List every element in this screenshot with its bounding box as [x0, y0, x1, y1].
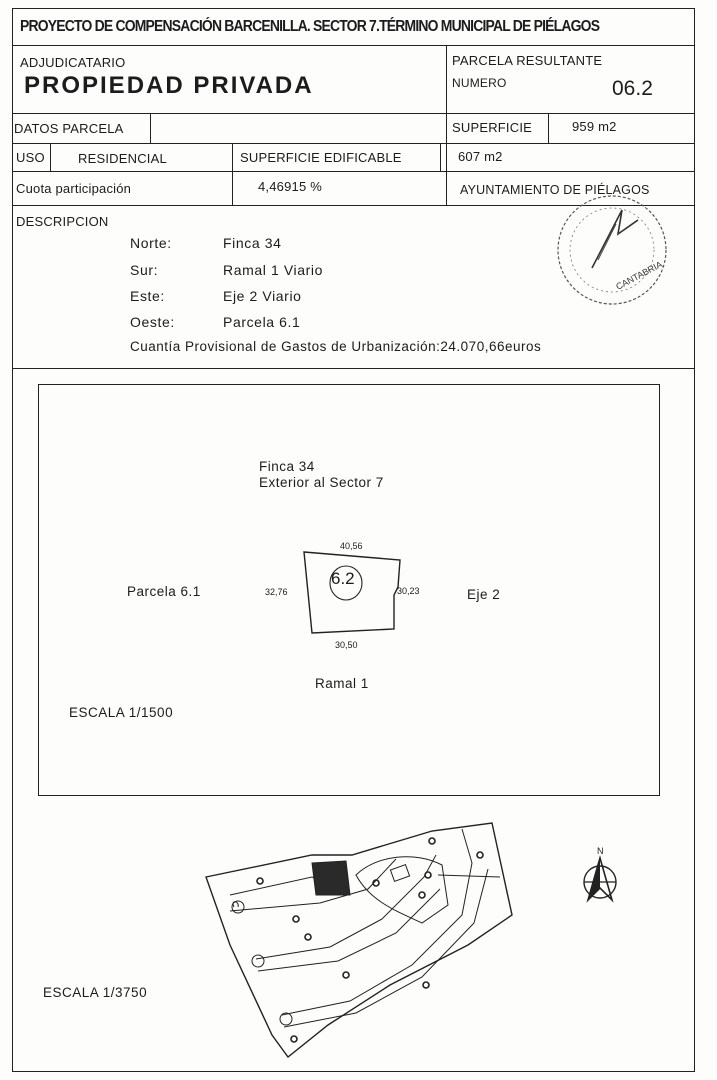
quota-label: Cuota participación — [16, 181, 132, 196]
north-letter: N — [597, 846, 604, 856]
parcel-outline — [290, 535, 410, 655]
plan-north-label: Finca 34 — [259, 459, 315, 474]
plan-west-label: Parcela 6.1 — [127, 584, 201, 599]
table-line — [12, 368, 695, 369]
table-line — [446, 45, 447, 205]
quota-value: 4,46915 % — [258, 179, 322, 194]
table-line — [50, 143, 51, 171]
plan-south-label: Ramal 1 — [315, 676, 369, 691]
table-line — [548, 113, 549, 143]
location-map-scale: ESCALA 1/3750 — [43, 985, 148, 1000]
buildable-value: 607 m2 — [458, 149, 503, 164]
plan-north-sublabel: Exterior al Sector 7 — [259, 475, 384, 490]
surface-value: 959 m2 — [572, 119, 617, 134]
parcel-number: 06.2 — [612, 77, 653, 100]
resulting-parcel-label: PARCELA RESULTANTE — [452, 53, 603, 68]
dimension-right: 30,23 — [397, 586, 420, 596]
awardee-label: ADJUDICATARIO — [20, 55, 126, 70]
description-value-west: Parcela 6.1 — [223, 314, 301, 330]
plan-scale: ESCALA 1/1500 — [69, 705, 174, 720]
description-label: DESCRIPCION — [16, 214, 109, 229]
dimension-bottom: 30,50 — [335, 640, 358, 650]
awardee-value: PROPIEDAD PRIVADA — [24, 72, 314, 99]
table-line — [150, 113, 151, 143]
official-seal-icon — [552, 168, 682, 298]
council-name: AYUNTAMIENTO DE PIÉLAGOS — [460, 183, 650, 197]
description-value-east: Eje 2 Viario — [223, 288, 302, 304]
location-map — [200, 815, 520, 1055]
description-value-south: Ramal 1 Viario — [223, 262, 323, 278]
table-line — [12, 113, 695, 114]
description-value-north: Finca 34 — [223, 235, 282, 251]
table-line — [440, 143, 441, 171]
parcel-data-label: DATOS PARCELA — [14, 121, 124, 136]
table-line — [12, 143, 695, 144]
dimension-left: 32,76 — [265, 587, 288, 597]
description-key-east: Este: — [130, 288, 165, 304]
parcel-id: 6.2 — [331, 569, 355, 588]
table-line — [12, 45, 695, 46]
buildable-label: SUPERFICIE EDIFICABLE — [240, 150, 402, 165]
dimension-top: 40,56 — [340, 541, 363, 551]
north-arrow-icon — [578, 838, 628, 908]
description-key-south: Sur: — [130, 262, 159, 278]
description-key-north: Norte: — [130, 235, 172, 251]
use-label: USO — [16, 150, 45, 165]
document-title: PROYECTO DE COMPENSACIÓN BARCENILLA. SECTOR 7.TÉRMINO MUNICIPAL DE PIÉLAGOS — [20, 18, 600, 35]
plan-east-label: Eje 2 — [467, 587, 501, 602]
seal-text: CANTABRIA — [614, 259, 664, 292]
parcel-number-label: NUMERO — [452, 76, 507, 90]
table-line — [232, 143, 233, 205]
description-key-west: Oeste: — [130, 314, 175, 330]
surface-label: SUPERFICIE — [452, 120, 533, 135]
use-value: RESIDENCIAL — [78, 151, 167, 166]
urbanization-cost: Cuantía Provisional de Gastos de Urbanización:24.070,66euros — [130, 339, 542, 354]
